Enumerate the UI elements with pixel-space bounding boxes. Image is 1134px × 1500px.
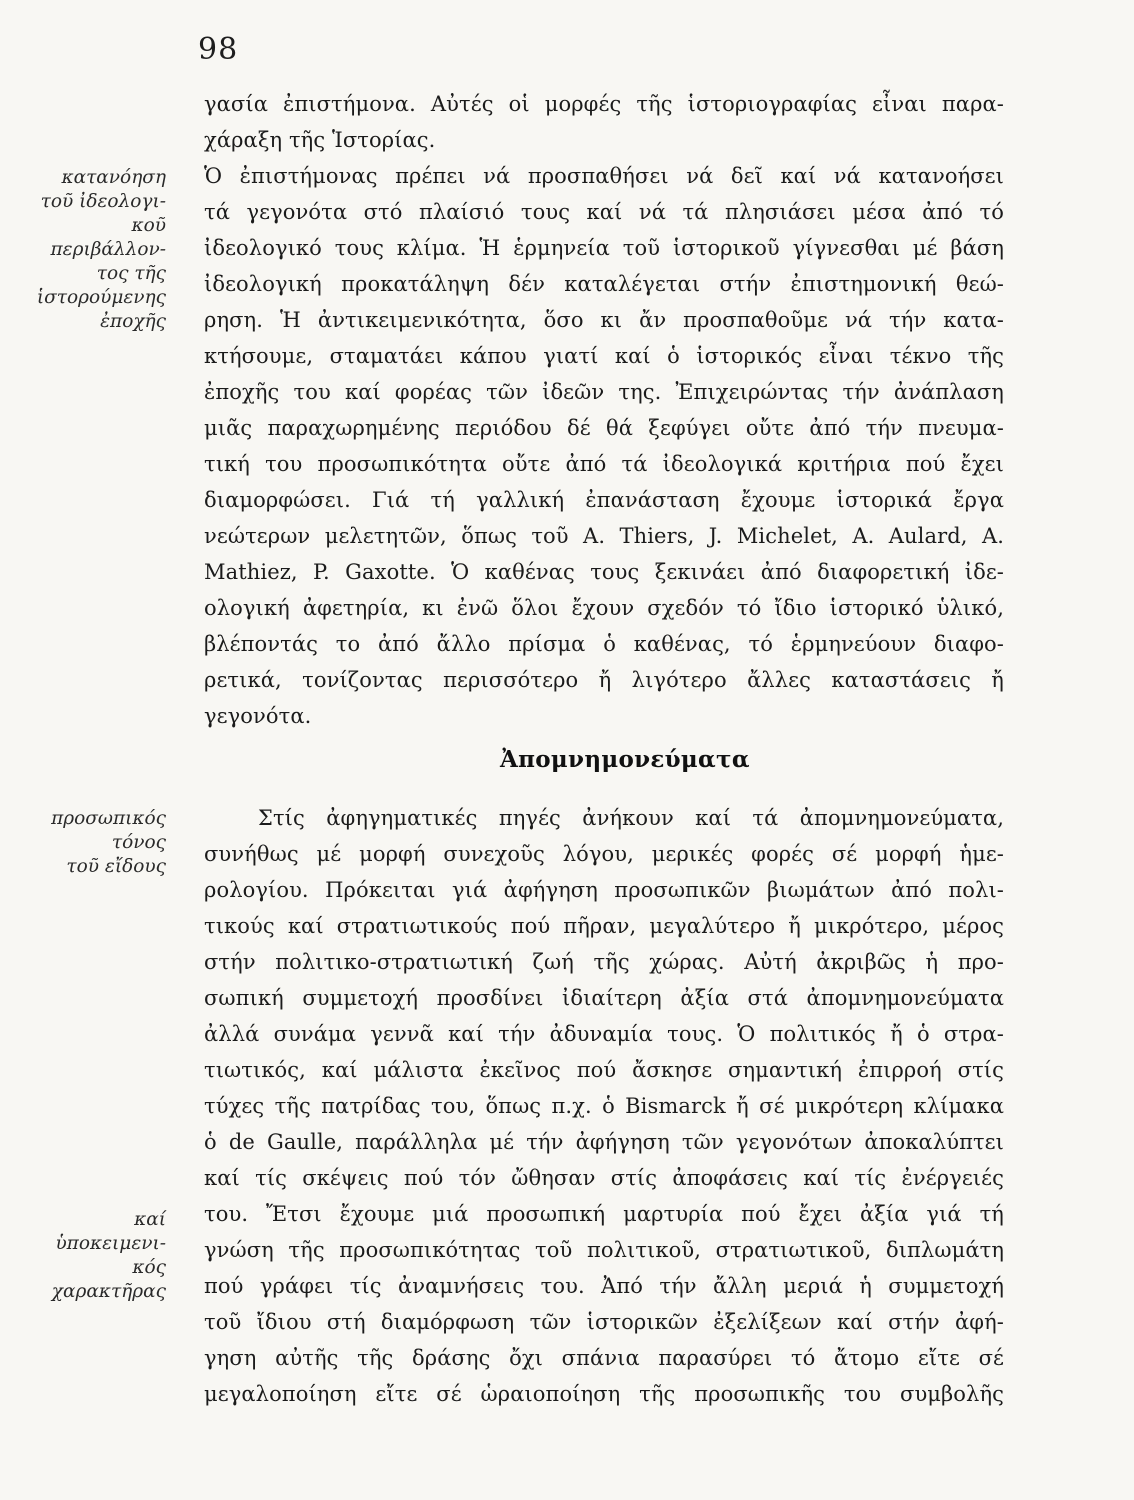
text-line: κτήσουμε, σταματάει κάπου γιατί καί ὁ ἱστορικός εἶναι τέκνο τῆς <box>204 344 1004 368</box>
margin-note-personal-tone <box>26 807 166 879</box>
paragraph-historiography <box>204 86 1004 734</box>
text-line: τύχες τῆς πατρίδας του, ὅπως π.χ. ὁ Bismarck ἤ σέ μικρότερη κλίμακα <box>204 1094 1004 1118</box>
text-line: ρολογίου. Πρόκειται γιά ἀφήγηση προσωπικῶν βιωμάτων ἀπό πολι- <box>204 878 1004 902</box>
margin-note-line: ἐποχῆς <box>100 311 166 332</box>
text-line: ἀλλά συνάμα γεννᾶ καί τήν ἀδυναμία τους. Ὁ πολιτικός ἤ ὁ στρα- <box>204 1022 1004 1046</box>
text-line: ρηση. Ἡ ἀντικειμενικότητα, ὅσο κι ἄν προσπαθοῦμε νά τήν κατα- <box>204 308 1004 332</box>
text-line: στήν πολιτικο-στρατιωτική ζωή τῆς χώρας. Αὐτή ἀκριβῶς ἡ προ- <box>204 950 1004 974</box>
margin-note-line: τοῦ ἰδεολογι- <box>40 191 166 212</box>
text-line: Στίς ἀφηγηματικές πηγές ἀνήκουν καί τά ἀπομνημονεύματα, <box>258 806 1004 830</box>
text-line: καί τίς σκέψεις πού τόν ὤθησαν στίς ἀποφάσεις καί τίς ἐνέργειές <box>204 1166 1004 1190</box>
text-line: διαμορφώσει. Γιά τή γαλλική ἐπανάσταση ἔχουμε ἱστορικά ἔργα <box>204 488 1004 512</box>
margin-note-line: τόνος <box>111 832 166 853</box>
text-line: τική του προσωπικότητα οὔτε ἀπό τά ἰδεολογικά κριτήρια πού ἔχει <box>204 452 1004 476</box>
page-number: 98 <box>198 32 239 67</box>
margin-note-line: καί <box>134 1209 166 1230</box>
margin-note-line: κατανόηση <box>61 167 166 188</box>
text-line: μεγαλοποίηση εἴτε σέ ὡραιοποίηση τῆς προσωπικῆς του συμβολῆς <box>204 1382 1004 1406</box>
text-line: τιωτικός, καί μάλιστα ἐκεῖνος πού ἄσκησε σημαντική ἐπιρροή στίς <box>204 1058 1004 1082</box>
text-line: τοῦ ἴδιου στή διαμόρφωση τῶν ἱστορικῶν ἐξελίξεων καί στήν ἀφή- <box>204 1310 1004 1334</box>
text-line: Mathiez, P. Gaxotte. Ὁ καθένας τους ξεκινάει ἀπό διαφορετική ἰδε- <box>204 560 1004 584</box>
margin-note-line: προσωπικός <box>51 808 166 829</box>
text-line: ὁ de Gaulle, παράλληλα μέ τήν ἀφήγηση τῶν γεγονότων ἀποκαλύπτει <box>204 1130 1004 1154</box>
paragraph-memoirs <box>204 800 1004 1412</box>
margin-note-ideological-context <box>26 166 166 334</box>
text-line: συνήθως μέ μορφή συνεχοῦς λόγου, μερικές φορές σέ μορφή ἡμε- <box>204 842 1004 866</box>
text-line: Ὁ ἐπιστήμονας πρέπει νά προσπαθήσει νά δεῖ καί νά κατανοήσει <box>204 164 1004 188</box>
text-line: γηση αὐτῆς τῆς δράσης ὄχι σπάνια παρασύρει τό ἄτομο εἴτε σέ <box>204 1346 1004 1370</box>
section-heading: Ἀπομνημονεύματα <box>500 746 750 773</box>
margin-note-line: ἱστορούμενης <box>36 287 166 308</box>
text-line: ἰδεολογική προκατάληψη δέν καταλέγεται στήν ἐπιστημονική θεώ- <box>204 272 1004 296</box>
text-line: σωπική συμμετοχή προσδίνει ἰδιαίτερη ἀξία στά ἀπομνημονεύματα <box>204 986 1004 1010</box>
text-line: γνώση τῆς προσωπικότητας τοῦ πολιτικοῦ, στρατιωτικοῦ, διπλωμάτη <box>204 1238 1004 1262</box>
margin-note-line: ὑποκειμενι- <box>55 1233 166 1254</box>
margin-note-subjective-character <box>26 1208 166 1304</box>
text-line: ἰδεολογικό τους κλίμα. Ἡ ἑρμηνεία τοῦ ἱστορικοῦ γίγνεσθαι μέ βάση <box>204 236 1004 260</box>
text-line: τά γεγονότα στό πλαίσιό τους καί νά τά πλησιάσει μέσα ἀπό τό <box>204 200 1004 224</box>
text-line: χάραξη τῆς Ἱστορίας. <box>204 128 436 152</box>
text-line: τικούς καί στρατιωτικούς πού πῆραν, μεγαλύτερο ἤ μικρότερο, μέρος <box>204 914 1004 938</box>
text-line: ἐποχῆς του καί φορέας τῶν ἰδεῶν της. Ἐπιχειρώντας τήν ἀνάπλαση <box>204 380 1004 404</box>
text-line: του. Ἔτσι ἔχουμε μιά προσωπική μαρτυρία πού ἔχει ἀξία γιά τή <box>204 1202 1004 1226</box>
margin-note-line: τος τῆς <box>96 263 166 284</box>
text-line: ρετικά, τονίζοντας περισσότερο ἤ λιγότερο ἄλλες καταστάσεις ἤ <box>204 668 1004 692</box>
text-line: ολογική ἀφετηρία, κι ἐνῶ ὅλοι ἔχουν σχεδόν τό ἴδιο ἱστορικό ὑλικό, <box>204 596 1004 620</box>
margin-note-line: κός <box>132 1257 166 1278</box>
margin-note-line: χαρακτῆρας <box>51 1281 166 1302</box>
margin-note-line: κοῦ <box>131 215 166 236</box>
margin-note-line: περιβάλλον- <box>50 239 166 260</box>
text-line: γασία ἐπιστήμονα. Αὐτές οἱ μορφές τῆς ἱστοριογραφίας εἶναι παρα- <box>204 92 1004 116</box>
margin-note-line: τοῦ εἴδους <box>66 856 166 877</box>
text-line: πού γράφει τίς ἀναμνήσεις του. Ἀπό τήν ἄλλη μεριά ἡ συμμετοχή <box>204 1274 1004 1298</box>
text-line: γεγονότα. <box>204 704 312 728</box>
text-line: μιᾶς παραχωρημένης περιόδου δέ θά ξεφύγει οὔτε ἀπό τήν πνευμα- <box>204 416 1004 440</box>
text-line: νεώτερων μελετητῶν, ὅπως τοῦ A. Thiers, J. Michelet, A. Aulard, A. <box>204 524 1004 548</box>
text-line: βλέποντάς το ἀπό ἄλλο πρίσμα ὁ καθένας, τό ἑρμηνεύουν διαφο- <box>204 632 1004 656</box>
